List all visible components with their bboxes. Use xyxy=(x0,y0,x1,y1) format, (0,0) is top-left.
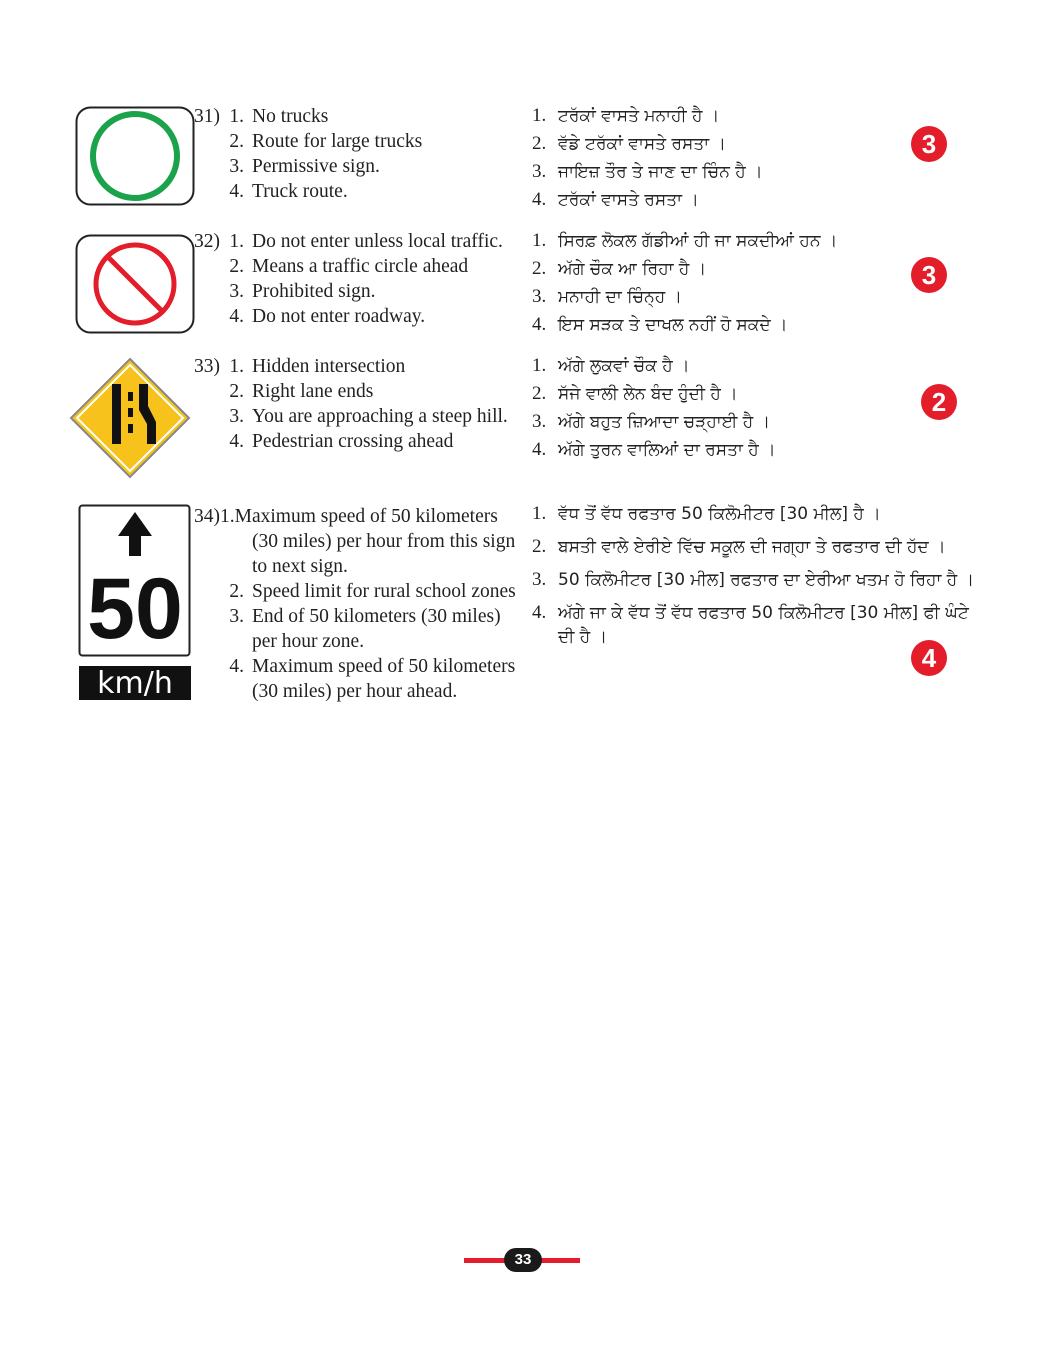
option-text: ਸੱਜੇ ਵਾਲੀ ਲੇਨ ਬੰਦ ਹੁੰਦੀ ਹੈ । xyxy=(558,384,738,404)
option-text: You are approaching a steep hill. xyxy=(252,406,508,427)
option-text: (30 miles) per hour ahead. xyxy=(252,681,458,702)
option-text: Permissive sign. xyxy=(252,156,380,177)
option-text: ਮਨਾਹੀ ਦਾ ਚਿੰਨ੍ਹ । xyxy=(558,287,683,307)
punjabi-options: 1. ਅੱਗੇ ਲੁਕਵਾਂ ਚੌਕ ਹੈ । 2. ਸੱਜੇ ਵਾਲੀ ਲੇਨ ਬੰਦ ਹੁੰਦੀ ਹੈ । 3. ਅੱਗੇ ਬਹੁਤ ਜ਼ਿਆਦਾ ਚੜ੍ਹਾਈ ਹੈ । 4. ਅੱਗੇ ਤੁਰਨ ਵਾਲਿਆਂ ਦਾ ਰਸਤਾ ਹੈ । xyxy=(532,355,776,460)
option-text: No trucks xyxy=(252,106,329,127)
english-options: 31) 1. No trucks 2. Route for large trucks 3. Permissive sign. 4. Truck route. xyxy=(194,106,423,202)
option-text: End of 50 kilometers (30 miles) xyxy=(252,606,501,627)
option-text: ਵੱਧ ਤੋਂ ਵੱਧ ਰਫਤਾਰ 50 ਕਿਲੋਮੀਟਰ [30 ਮੀਲ] ਹੈ । xyxy=(558,504,881,524)
english-options: 34)1.Maximum speed of 50 kilometers (30 miles) per hour from this sign to next sign. 2. Speed limit for rural school zones 3. End of 50 kilometers (30 miles) per hour zone. 4. Maximum speed of 50 kilometers (30 miles) per hour ahead. xyxy=(194,504,524,704)
permissive-sign-icon xyxy=(75,106,195,206)
option-text: Prohibited sign. xyxy=(252,281,376,302)
option-text: Do not enter unless local traffic. xyxy=(252,231,503,252)
answer-badge: 4 xyxy=(911,640,947,676)
answer-badge: 2 xyxy=(921,384,957,420)
option-text: ਟਰੱਕਾਂ ਵਾਸਤੇ ਰਸਤਾ । xyxy=(558,190,699,210)
question-number: 32) xyxy=(194,231,220,252)
option-text: Route for large trucks xyxy=(252,131,423,152)
footer-bar-left xyxy=(464,1258,508,1263)
option-text: Hidden intersection xyxy=(252,356,406,377)
option-text: per hour zone. xyxy=(252,631,365,652)
option-text: ਅੱਗੇ ਤੁਰਨ ਵਾਲਿਆਂ ਦਾ ਰਸਤਾ ਹੈ । xyxy=(558,440,776,460)
punjabi-options: 1. ਵੱਧ ਤੋਂ ਵੱਧ ਰਫਤਾਰ 50 ਕਿਲੋਮੀਟਰ [30 ਮੀਲ] ਹੈ । 2. ਬਸਤੀ ਵਾਲੇ ਏਰੀਏ ਵਿੱਚ ਸਕੂਲ ਦੀ ਜਗ੍ਹਾ ਤੇ ਰਫਤਾਰ ਦੀ ਹੱਦ । 3. 50 ਕਿਲੋਮੀਟਰ [30 ਮੀਲ] ਰਫਤਾਰ ਦਾ ਏਰੀਆ ਖਤਮ ਹੋ ਰਿਹਾ ਹੈ । 4. ਅੱਗੇ ਜਾ ਕੇ ਵੱਧ ਤੋਂ ਵੱਧ ਰਫਤਾਰ 50 ਕਿਲੋਮੀਟਰ [30 ਮੀਲ] ਫੀ ਘੰਟੇ ਦੀ ਹੈ । xyxy=(532,503,975,647)
option-text: ਦੀ ਹੈ । xyxy=(558,627,608,647)
option-text: ਸਿਰਫ਼ ਲੋਕਲ ਗੱਡੀਆਂ ਹੀ ਜਾ ਸਕਦੀਆਂ ਹਨ । xyxy=(558,231,838,251)
speed-limit-ahead-sign-icon xyxy=(78,504,192,702)
option-text: ਅੱਗੇ ਲੁਕਵਾਂ ਚੌਕ ਹੈ । xyxy=(558,356,690,376)
punjabi-options: 1. ਸਿਰਫ਼ ਲੋਕਲ ਗੱਡੀਆਂ ਹੀ ਜਾ ਸਕਦੀਆਂ ਹਨ । 2. ਅੱਗੇ ਚੌਕ ਆ ਰਿਹਾ ਹੈ । 3. ਮਨਾਹੀ ਦਾ ਚਿੰਨ੍ਹ । 4. ਇਸ ਸੜਕ ਤੇ ਦਾਖਲ ਨਹੀਂ ਹੋ ਸਕਦੇ । xyxy=(532,230,838,335)
english-options: 33) 1. Hidden intersection 2. Right lane ends 3. You are approaching a steep hill. 4. Pedestrian crossing ahead xyxy=(194,356,508,452)
option-text: (30 miles) per hour from this sign xyxy=(252,531,516,552)
option-text: ਜਾਇਜ਼ ਤੌਰ ਤੇ ਜਾਣ ਦਾ ਚਿੰਨ ਹੈ । xyxy=(558,162,763,182)
prohibited-sign-icon xyxy=(75,234,195,334)
option-text: Truck route. xyxy=(252,181,348,202)
option-text: Maximum speed of 50 kilometers xyxy=(252,656,516,677)
option-text: Means a traffic circle ahead xyxy=(252,256,469,277)
question-number: 33) xyxy=(194,356,220,377)
option-text: ਅੱਗੇ ਬਹੁਤ ਜ਼ਿਆਦਾ ਚੜ੍ਹਾਈ ਹੈ । xyxy=(558,412,771,432)
punjabi-options: 1. ਟਰੱਕਾਂ ਵਾਸਤੇ ਮਨਾਹੀ ਹੈ । 2. ਵੱਡੇ ਟਰੱਕਾਂ ਵਾਸਤੇ ਰਸਤਾ । 3. ਜਾਇਜ਼ ਤੌਰ ਤੇ ਜਾਣ ਦਾ ਚਿੰਨ ਹੈ । 4. ਟਰੱਕਾਂ ਵਾਸਤੇ ਰਸਤਾ । xyxy=(532,105,763,210)
option-text: to next sign. xyxy=(252,556,348,577)
option-text: ਬਸਤੀ ਵਾਲੇ ਏਰੀਏ ਵਿੱਚ ਸਕੂਲ ਦੀ ਜਗ੍ਹਾ ਤੇ ਰਫਤਾਰ ਦੀ ਹੱਦ । xyxy=(558,537,946,557)
option-text: 50 ਕਿਲੋਮੀਟਰ [30 ਮੀਲ] ਰਫਤਾਰ ਦਾ ਏਰੀਆ ਖਤਮ ਹੋ ਰਿਹਾ ਹੈ । xyxy=(558,570,975,590)
option-text: Do not enter roadway. xyxy=(252,306,426,327)
option-text: Right lane ends xyxy=(252,381,374,402)
option-text: ਅੱਗੇ ਜਾ ਕੇ ਵੱਧ ਤੋਂ ਵੱਧ ਰਫਤਾਰ 50 ਕਿਲੋਮੀਟਰ [30 ਮੀਲ] ਫੀ ਘੰਟੇ xyxy=(558,603,969,623)
question-number: 34) xyxy=(194,506,220,527)
speed-unit: km/h xyxy=(97,666,173,701)
option-text: Speed limit for rural school zones xyxy=(252,581,516,602)
answer-badge: 3 xyxy=(911,257,947,293)
question-number: 31) xyxy=(194,106,220,127)
speed-value: 50 xyxy=(87,561,183,657)
english-options: 32) 1. Do not enter unless local traffic. 2. Means a traffic circle ahead 3. Prohibited sign. 4. Do not enter roadway. xyxy=(194,231,503,327)
option-text: Maximum speed of 50 kilometers xyxy=(234,506,498,527)
right-lane-ends-sign-icon xyxy=(68,356,192,480)
option-text: ਇਸ ਸੜਕ ਤੇ ਦਾਖਲ ਨਹੀਂ ਹੋ ਸਕਦੇ । xyxy=(558,315,788,335)
option-text: ਟਰੱਕਾਂ ਵਾਸਤੇ ਮਨਾਹੀ ਹੈ । xyxy=(558,106,720,126)
page-number: 33 xyxy=(504,1248,542,1272)
footer-bar-right xyxy=(538,1258,580,1263)
option-text: ਅੱਗੇ ਚੌਕ ਆ ਰਿਹਾ ਹੈ । xyxy=(558,259,707,279)
option-text: ਵੱਡੇ ਟਰੱਕਾਂ ਵਾਸਤੇ ਰਸਤਾ । xyxy=(558,134,726,154)
option-text: Pedestrian crossing ahead xyxy=(252,431,454,452)
answer-badge: 3 xyxy=(911,126,947,162)
